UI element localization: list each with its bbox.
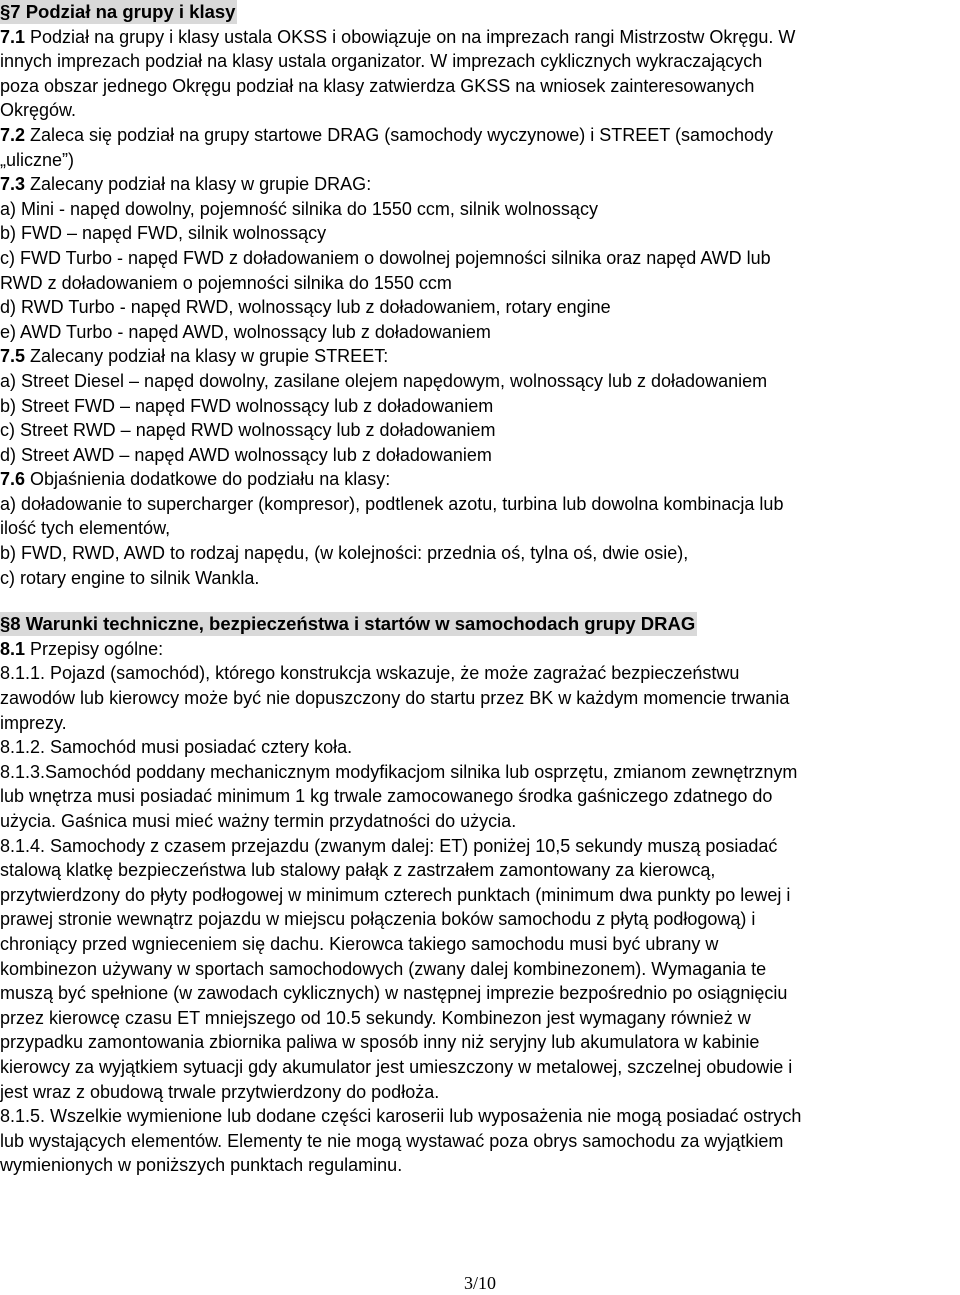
- paragraph-8-1-4-line-7: muszą być spełnione (w zawodach cyklicznych) w następnej imprezie bezpośrednio po osiągnięciu: [0, 983, 788, 1004]
- section-spacer: [0, 590, 958, 612]
- street-class-a: a) Street Diesel – napęd dowolny, zasilane olejem napędowym, wolnossący lub z doładowaniem: [0, 370, 768, 391]
- paragraph-7-1-line-4: Okręgów.: [0, 100, 77, 121]
- paragraph-8-1-1-line-1: 8.1.1. Pojazd (samochód), którego konstrukcja wskazuje, że może zagrażać bezpieczeństwu: [0, 663, 740, 684]
- paragraph-text: Objaśnienia dodatkowe do podziału na klasy:: [25, 469, 391, 490]
- paragraph-8-1-3-line-2: lub wnętrza musi posiadać minimum 1 kg trwale zamocowanego środka gaśniczego zdatnego do: [0, 786, 773, 807]
- paragraph-text: Przepisy ogólne:: [25, 638, 164, 659]
- paragraph-number: 7.6: [0, 469, 26, 490]
- paragraph-number: 7.1: [0, 26, 26, 47]
- paragraph-7-2-line-1: [0, 123, 958, 148]
- paragraph-7-1-line-2: innych imprezach podział na klasy ustala organizator. W imprezach cyklicznych wykraczających: [0, 51, 763, 72]
- paragraph-8-1-1-line-3: imprezy.: [0, 712, 67, 733]
- paragraph-7-5-title: [0, 344, 958, 369]
- drag-class-d: d) RWD Turbo - napęd RWD, wolnossący lub z doładowaniem, rotary engine: [0, 297, 611, 318]
- paragraph-8-1-4-line-5: chroniący przed wgnieceniem się dachu. Kierowca takiego samochodu musi być ubrany w: [0, 933, 719, 954]
- paragraph-8-1-title: [0, 637, 958, 662]
- paragraph-8-1-5-line-2: lub wystających elementów. Elementy te nie mogą wystawać poza obrys samochodu za wyjątkiem: [0, 1130, 784, 1151]
- section-7-heading-line: [0, 0, 958, 25]
- street-class-b: b) Street FWD – napęd FWD wolnossący lub z doładowaniem: [0, 395, 494, 416]
- paragraph-number: 8.1: [0, 638, 26, 659]
- paragraph-8-1-4-line-9: przypadku zamontowania zbiornika paliwa w sposób inny niż seryjny lub akumulatora w kabinie: [0, 1032, 760, 1053]
- paragraph-8-1-3-line-3: użycia. Gaśnica musi mieć ważny termin przydatności do użycia.: [0, 811, 517, 831]
- street-class-c: c) Street RWD – napęd RWD wolnossący lub z doładowaniem: [0, 420, 496, 441]
- page-number: 3/10: [463, 1273, 496, 1293]
- paragraph-number: 7.3: [0, 174, 26, 195]
- paragraph-7-1-line-3: poza obszar jednego Okręgu podział na klasy zatwierdza GKSS na wniosek zainteresowanych: [0, 75, 755, 96]
- paragraph-text: Zaleca się podział na grupy startowe DRAG (samochody wyczynowe) i STREET (samochody: [25, 124, 773, 145]
- paragraph-number: 7.5: [0, 346, 26, 367]
- section-7-heading: §7 Podział na grupy i klasy: [0, 1, 236, 22]
- explanation-b: b) FWD, RWD, AWD to rodzaj napędu, (w kolejności: przednia oś, tylna oś, dwie osie),: [0, 543, 689, 564]
- paragraph-8-1-5-line-3: wymienionych w poniższych punktach regulaminu.: [0, 1155, 403, 1176]
- drag-class-b: b) FWD – napęd FWD, silnik wolnossący: [0, 223, 327, 244]
- drag-class-c-line-2: RWD z doładowaniem o pojemności silnika do 1550 ccm: [0, 272, 452, 293]
- paragraph-8-1-4-line-4: prawej stronie wewnątrz pojazdu w miejscu połączenia boków samochodu z płytą podłogową) i: [0, 909, 756, 930]
- explanation-a-line-2: ilość tych elementów,: [0, 518, 171, 539]
- paragraph-number: 7.2: [0, 124, 26, 145]
- paragraph-8-1-2: 8.1.2. Samochód musi posiadać cztery koła.: [0, 737, 353, 758]
- section-8-heading-line: [0, 612, 958, 637]
- drag-class-a: a) Mini - napęd dowolny, pojemność silnika do 1550 ccm, silnik wolnossący: [0, 198, 598, 219]
- paragraph-8-1-4-line-1: 8.1.4. Samochody z czasem przejazdu (zwanym dalej: ET) poniżej 10,5 sekundy muszą posiadać: [0, 835, 778, 856]
- drag-class-e: e) AWD Turbo - napęd AWD, wolnossący lub z doładowaniem: [0, 321, 491, 342]
- paragraph-8-1-4-line-6: kombinezon używany w sportach samochodowych (zwany dalej kombinezonem). Wymagania te: [0, 958, 767, 979]
- drag-class-c-line-1: c) FWD Turbo - napęd FWD z doładowaniem o dowolnej pojemności silnika oraz napęd AWD lub: [0, 247, 771, 268]
- explanation-c: c) rotary engine to silnik Wankla.: [0, 567, 260, 588]
- paragraph-text: Zalecany podział na klasy w grupie STREET:: [25, 346, 389, 367]
- paragraph-7-6-title: [0, 467, 958, 492]
- paragraph-8-1-4-line-8: przez kierowcę czasu ET mniejszego od 10.5 sekundy. Kombinezon jest wymagany również w: [0, 1007, 751, 1028]
- street-class-d: d) Street AWD – napęd AWD wolnossący lub z doładowaniem: [0, 444, 492, 465]
- paragraph-text: Podział na grupy i klasy ustala OKSS i obowiązuje on na imprezach rangi Mistrzostw Okręgu. W: [25, 26, 796, 47]
- paragraph-8-1-4-line-3: przytwierdzony do płyty podłogowej w minimum czterech punktach (minimum dwa punkty po lewej i: [0, 884, 791, 905]
- paragraph-8-1-3-line-1: 8.1.3.Samochód poddany mechanicznym modyfikacjom silnika lub osprzętu, zmianom zewnętrznym: [0, 761, 798, 782]
- explanation-a-line-1: a) doładowanie to supercharger (kompresor), podtlenek azotu, turbina lub dowolna kombinacja lub: [0, 493, 784, 514]
- section-8-heading: §8 Warunki techniczne, bezpieczeństwa i startów w samochodach grupy DRAG: [0, 613, 696, 635]
- paragraph-text: Zalecany podział na klasy w grupie DRAG:: [25, 174, 372, 195]
- paragraph-8-1-4-line-10: kierowcy za wyjątkiem sytuacji gdy akumulator jest umieszczony w metalowej, szczelnej obudowie i: [0, 1056, 793, 1077]
- paragraph-8-1-4-line-2: stalową klatkę bezpieczeństwa lub stalowy pałąk z zastrzałem zamontowany za kierowcą,: [0, 860, 716, 881]
- paragraph-8-1-1-line-2: zawodów lub kierowcy może być nie dopuszczony do startu przez BK w każdym momencie trwania: [0, 688, 790, 709]
- paragraph-8-1-5-line-1: 8.1.5. Wszelkie wymienione lub dodane części karoserii lub wyposażenia nie mogą posiadać ostrych: [0, 1106, 802, 1127]
- paragraph-7-2-line-2: „uliczne”): [0, 149, 75, 170]
- paragraph-8-1-4-line-11: jest wraz z obudową trwale przytwierdzony do podłoża.: [0, 1081, 440, 1102]
- paragraph-7-3-title: [0, 172, 958, 197]
- paragraph-7-1-line-1: [0, 25, 958, 50]
